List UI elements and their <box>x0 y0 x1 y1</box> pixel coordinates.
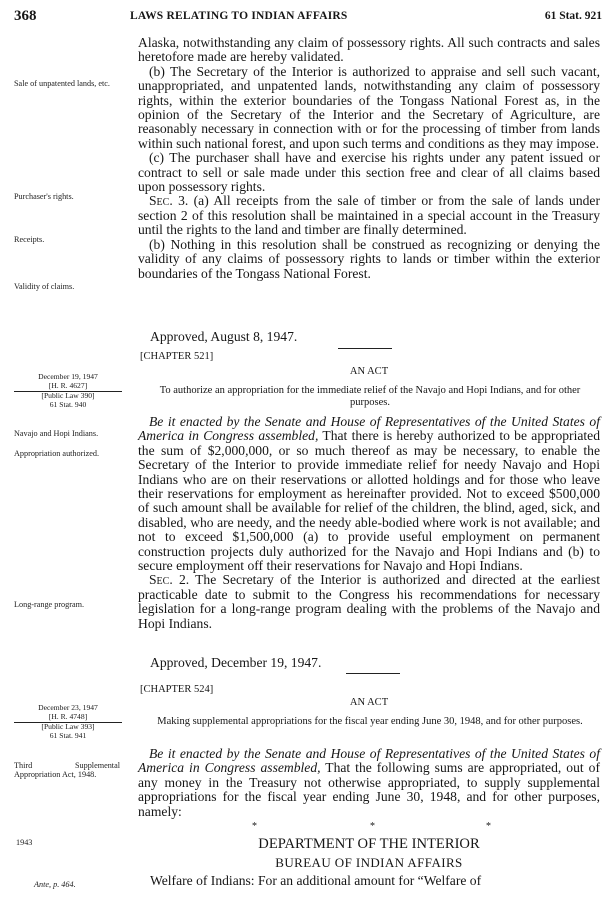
act-title: AN ACT <box>349 366 389 377</box>
star: * <box>370 821 375 832</box>
bill-reference-block <box>14 704 122 740</box>
chapter-heading: [CHAPTER 524] <box>140 684 214 695</box>
paragraph-text: That there is hereby authorized to be appropriated the sum of $2,000,000, or so much thereof as may be necessary, to enable the Secretary of the Interior to provide immediate relief for needy Navajo and Hopi Indians who are on their reservations or allotted holdings and for those who leave their reservations for employment as hereinafter provided. Not to exceed $500,000 of such amount shall be available for relief of the children, the blind, aged, sick, and disabled, who are needy, and the needy able-bodied where work is not available; and not to exceed $1,500,000 (a) to provide useful employment on permanent construction projects duly authorized for the Navajo and Hopi Indians and (b) to secure employment off their reservations for Navajo and Hopi Indians. <box>138 428 600 574</box>
margin-note-sale: Sale of unpatented lands, etc. <box>14 79 110 88</box>
margin-note-purchaser: Purchaser's rights. <box>14 192 74 201</box>
margin-note-third-supplemental: Third Supplemental Appropriation Act, 1948. <box>14 761 120 780</box>
margin-note-ante: Ante, p. 464. <box>34 880 76 889</box>
bill-date: December 19, 1947 <box>38 372 98 381</box>
public-law: [Public Law 393] <box>14 722 122 732</box>
act-purpose: To authorize an appropriation for the immediate relief of the Navajo and Hopi Indians, and for other purposes. <box>159 385 581 408</box>
chapter-heading: [CHAPTER 521] <box>140 351 214 362</box>
enacting-clause: Be it enacted by the Senate and House of Representatives of the United States of America in Congress assembled, <box>138 746 600 776</box>
margin-note-1943: 1943 <box>16 838 33 847</box>
approval-date: Approved, August 8, 1947. <box>150 329 298 344</box>
paragraph-text: 3. (a) All receipts from the sale of timber or from the sale of lands under section 2 of this resolution shall be maintained in a special account in the Treasury until the rights to the land and timber are finally determined. <box>138 193 600 238</box>
act-purpose: Making supplemental appropriations for the fiscal year ending June 30, 1948, and for other purposes. <box>157 716 583 727</box>
chapter-521-body <box>138 415 600 631</box>
section-label: Sec. <box>149 572 173 588</box>
star: * <box>252 821 257 832</box>
section-1-body <box>138 36 600 281</box>
paragraph: (b) Nothing in this resolution shall be construed as recognizing or denying the validity of any claims of possessory rights to lands or timber within the exterior boundaries of the Tongass National Forest. <box>138 236 600 281</box>
bill-number: [H. R. 4627] <box>48 380 88 390</box>
paragraph: (b) The Secretary of the Interior is authorized to appraise and sell such vacant, unappropriated, and unpatented lands, notwithstanding any claim of possessory rights, within the exterior boundaries of the Tongass National Forest as, in the opinion of the Secretary of the Interior and the Secretary of Agriculture, are reasonably necessary in connection with or for the processing of timber from lands within such national forest, and upon such terms and conditions as they may impose. <box>138 63 600 151</box>
enacting-clause: Be it enacted by the Senate and House of Representatives of the United States of America in Congress assembled, <box>138 414 600 444</box>
bill-date: December 23, 1947 <box>38 703 98 712</box>
bill-stat: 61 Stat. 941 <box>49 730 87 740</box>
running-title: LAWS RELATING TO INDIAN AFFAIRS <box>130 10 348 22</box>
paragraph <box>138 573 600 631</box>
margin-note-long-range: Long-range program. <box>14 600 85 609</box>
paragraph-text: That the following sums are appropriated, out of any money in the Treasury not otherwise appropriated, to supply supplemental appropriations for the fiscal year ending June 30, 1948, and for other purposes, namely: <box>138 760 600 819</box>
bill-stat: 61 Stat. 940 <box>49 399 87 409</box>
department-heading: DEPARTMENT OF THE INTERIOR <box>258 836 480 852</box>
star: * <box>486 821 491 832</box>
margin-note-receipts: Receipts. <box>14 235 45 244</box>
chapter-524-body <box>138 747 600 819</box>
paragraph <box>138 194 600 237</box>
approval-date: Approved, December 19, 1947. <box>150 655 322 670</box>
bureau-heading: BUREAU OF INDIAN AFFAIRS <box>275 855 463 870</box>
public-law: [Public Law 390] <box>14 391 122 401</box>
paragraph <box>138 415 600 573</box>
paragraph <box>138 747 600 819</box>
margin-note-navajo: Navajo and Hopi Indians. <box>14 429 99 438</box>
section-label: Sec. <box>149 193 173 209</box>
paragraph: (c) The purchaser shall have and exercise his rights under any patent issued or contract to sell or sale made under this section free and clear of all claims based upon possessory rights. <box>138 150 600 195</box>
welfare-line: Welfare of Indians: For an additional amount for “Welfare of <box>150 873 482 888</box>
statute-reference: 61 Stat. 921 <box>544 10 602 22</box>
bill-reference-block <box>14 373 122 409</box>
margin-note-validity: Validity of claims. <box>14 282 75 291</box>
paragraph: Alaska, notwithstanding any claim of possessory rights. All such contracts and sales heretofore made are hereby validated. <box>138 35 600 65</box>
act-title: AN ACT <box>349 697 389 708</box>
bill-number: [H. R. 4748] <box>48 711 88 721</box>
paragraph-text: 2. The Secretary of the Interior is authorized and directed at the earliest practicable date to submit to the Congress his recommendations for necessary legislation for a long-range program dealing with the problems of the Navajo and Hopi Indians. <box>138 572 600 631</box>
page-number: 368 <box>14 8 37 24</box>
divider <box>346 673 400 674</box>
margin-note-appropriation: Appropriation authorized. <box>14 449 100 458</box>
divider <box>338 348 392 349</box>
